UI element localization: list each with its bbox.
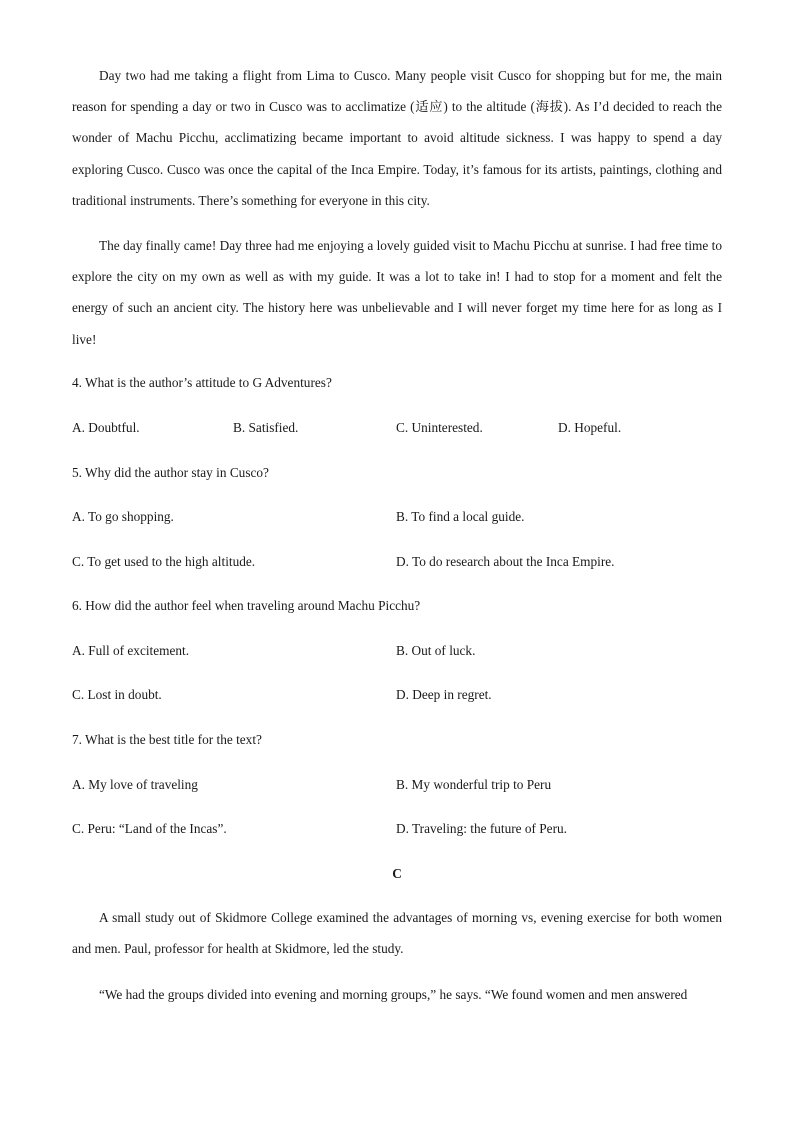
question-4-option-b: B. Satisfied. bbox=[233, 420, 299, 435]
question-5-option-c: C. To get used to the high altitude. bbox=[72, 554, 256, 569]
section-c-paragraph-2: “We had the groups divided into evening and morning groups,” he says. “We found women and men answered bbox=[99, 987, 688, 1002]
question-4-option-c: C. Uninterested. bbox=[396, 420, 483, 435]
question-4-option-d: D. Hopeful. bbox=[558, 420, 622, 435]
question-4-option-a: A. Doubtful. bbox=[72, 420, 140, 435]
question-6-option-c: C. Lost in doubt. bbox=[72, 687, 162, 702]
section-c-heading: C bbox=[392, 866, 402, 881]
question-7-stem: 7. What is the best title for the text? bbox=[72, 732, 262, 747]
question-7-option-d: D. Traveling: the future of Peru. bbox=[396, 821, 567, 836]
question-6-option-b: B. Out of luck. bbox=[396, 643, 476, 658]
section-c-paragraph-1: A small study out of Skidmore College examined the advantages of morning vs, evening exercise for both women and men. Paul, professor for health at Skidmore, led the study. bbox=[72, 910, 722, 957]
question-7-option-a: A. My love of traveling bbox=[72, 777, 198, 792]
question-5-option-d: D. To do research about the Inca Empire. bbox=[396, 554, 615, 569]
question-7-option-c: C. Peru: “Land of the Incas”. bbox=[72, 821, 227, 836]
question-6-option-d: D. Deep in regret. bbox=[396, 687, 492, 702]
passage-b-paragraph-1: Day two had me taking a flight from Lima to Cusco. Many people visit Cusco for shopping but for me, the main reason for spending a day or two in Cusco was to acclimatize (适应) to the altitude (海拔). As I’d decided to reach the wonder of Machu Picchu, acclimatizing became important to avoid altitude sickness. I was happy to spend a day exploring Cusco. Cusco was once the capital of the Inca Empire. Today, it’s famous for its artists, paintings, clothing and traditional instruments. There’s something for everyone in this city. bbox=[72, 68, 722, 208]
question-5-option-a: A. To go shopping. bbox=[72, 509, 174, 524]
question-7-option-b: B. My wonderful trip to Peru bbox=[396, 777, 552, 792]
question-4-stem: 4. What is the author’s attitude to G Adventures? bbox=[72, 375, 332, 390]
question-5-stem: 5. Why did the author stay in Cusco? bbox=[72, 465, 269, 480]
passage-b-paragraph-2: The day finally came! Day three had me enjoying a lovely guided visit to Machu Picchu at sunrise. I had free time to explore the city on my own as well as with my guide. It was a lot to take in! I had to stop for a moment and felt the energy of such an ancient city. The history here was unbelievable and I will never forget my time here for as long as I live! bbox=[72, 238, 722, 347]
question-6-option-a: A. Full of excitement. bbox=[72, 643, 190, 658]
question-5-option-b: B. To find a local guide. bbox=[396, 509, 525, 524]
question-6-stem: 6. How did the author feel when traveling around Machu Picchu? bbox=[72, 598, 421, 613]
